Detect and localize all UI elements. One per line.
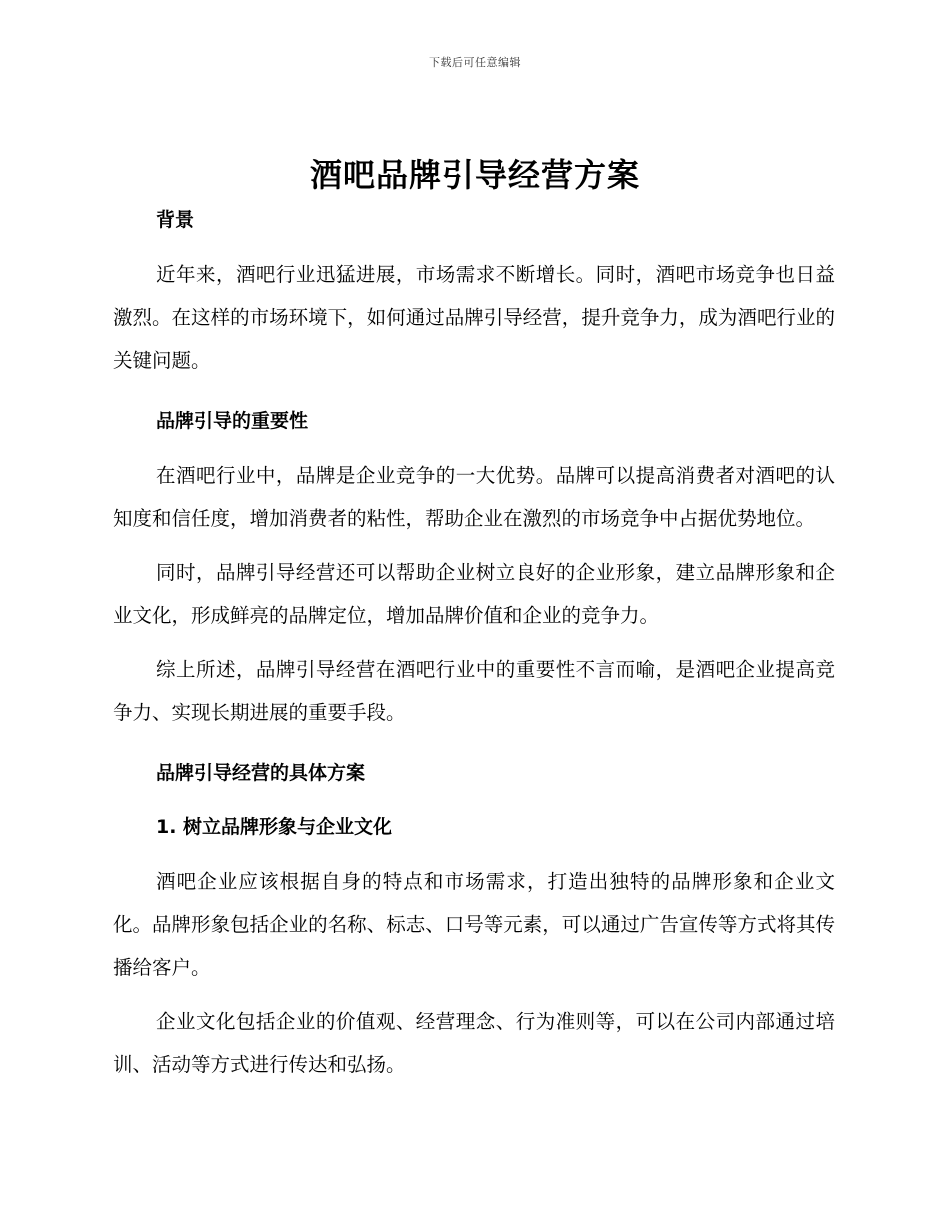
paragraph-importance-3: 综上所述，品牌引导经营在酒吧行业中的重要性不言而喻，是酒吧企业提高竞争力、实现长期进展的重要手段。 [113, 658, 835, 724]
paragraph-importance-2: 同时，品牌引导经营还可以帮助企业树立良好的企业形象，建立品牌形象和企业文化，形成鲜亮的品牌定位，增加品牌价值和企业的竞争力。 [113, 561, 835, 627]
paragraph-brand-image-2: 企业文化包括企业的价值观、经营理念、行为准则等，可以在公司内部通过培训、活动等方式进行传达和弘扬。 [113, 1010, 835, 1076]
paragraph-brand-image-1: 酒吧企业应该根据自身的特点和市场需求，打造出独特的品牌形象和企业文化。品牌形象包括企业的名称、标志、口号等元素，可以通过广告宣传等方式将其传播给客户。 [113, 870, 835, 979]
paragraph-importance-1: 在酒吧行业中，品牌是企业竞争的一大优势。品牌可以提高消费者对酒吧的认知度和信任度，增加消费者的粘性，帮助企业在激烈的市场竞争中占据优势地位。 [113, 464, 835, 530]
paragraph-background-1: 近年来，酒吧行业迅猛进展，市场需求不断增长。同时，酒吧市场竞争也日益激烈。在这样的市场环境下，如何通过品牌引导经营，提升竞争力，成为酒吧行业的关键问题。 [113, 263, 835, 372]
subsection-heading-brand-image: 1. 树立品牌形象与企业文化 [156, 816, 393, 838]
section-heading-importance: 品牌引导的重要性 [156, 410, 309, 432]
header-note: 下载后可任意编辑 [429, 56, 521, 69]
document-title: 酒吧品牌引导经营方案 [309, 156, 640, 194]
section-heading-background: 背景 [156, 209, 195, 231]
section-heading-plan: 品牌引导经营的具体方案 [156, 762, 366, 784]
document-body [113, 205, 835, 1086]
